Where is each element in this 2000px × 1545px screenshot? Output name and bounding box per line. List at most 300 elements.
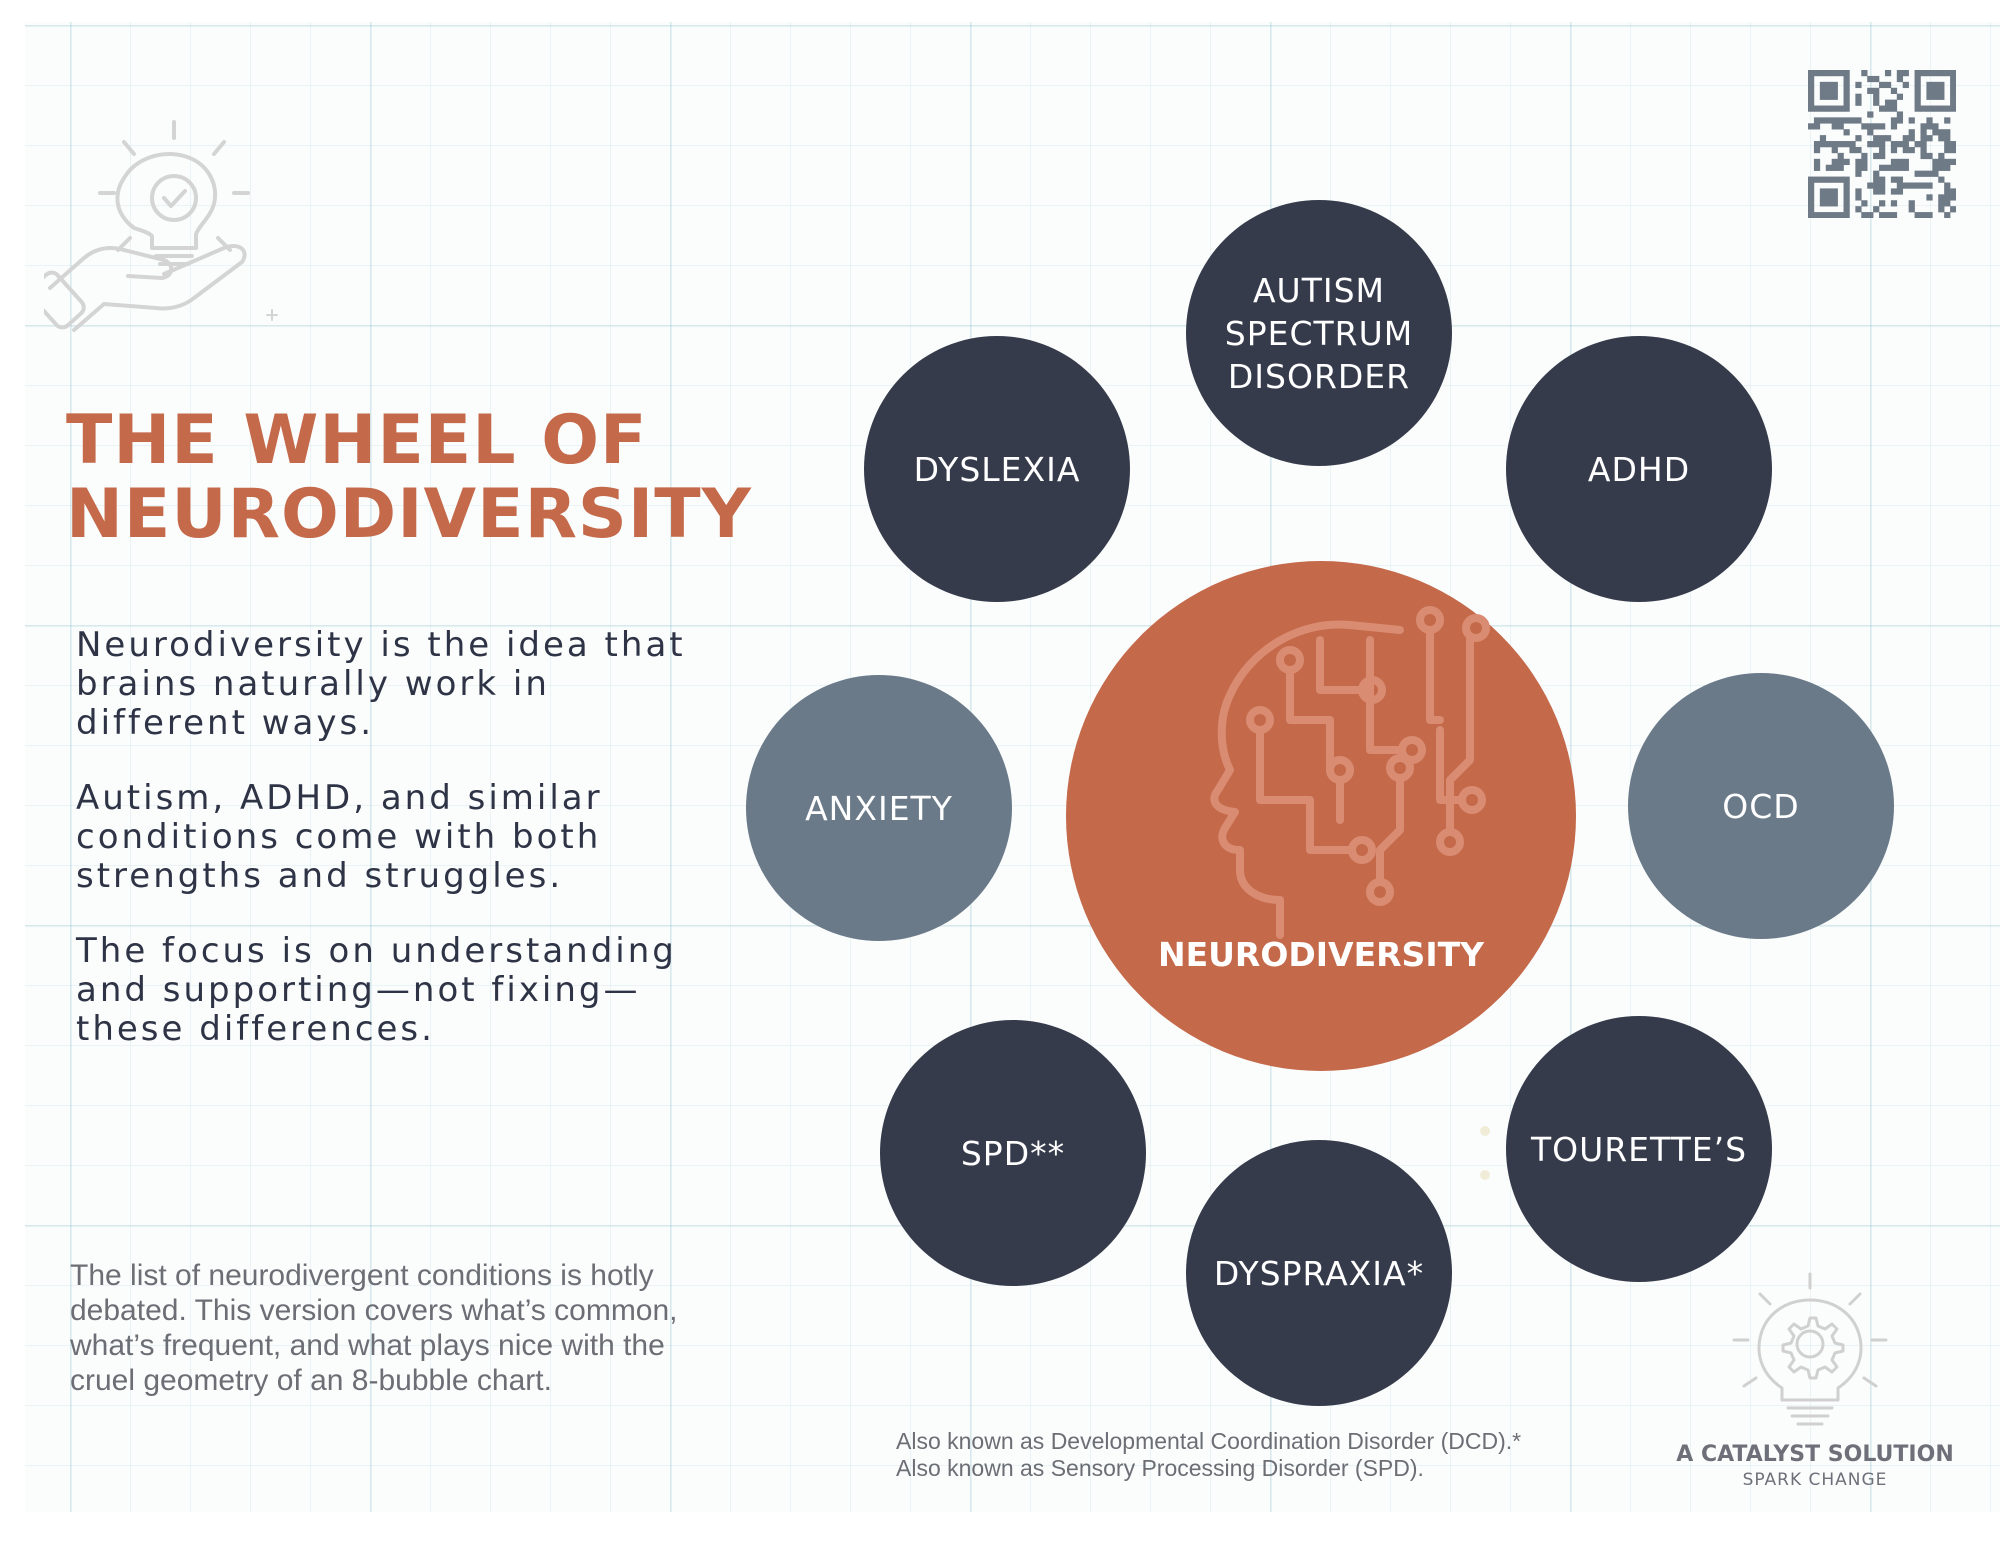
qr-module [1867,111,1873,117]
qr-module [1920,182,1926,188]
footnote: Also known as Developmental Coordination Disorder (DCD).* [896,1428,1522,1454]
qr-module [1950,194,1956,200]
bubble-label: DYSLEXIA [913,449,1081,489]
qr-module [1844,70,1850,76]
qr-module [1855,188,1861,194]
qr-module [1838,177,1844,183]
decorative-dot [1480,1170,1490,1180]
qr-module [1855,171,1861,177]
qr-module [1826,88,1832,94]
qr-module [1938,177,1944,183]
title-line-1: THE WHEEL OF [66,401,648,480]
qr-module [1808,188,1814,194]
qr-module [1867,129,1873,135]
qr-module [1932,123,1938,129]
qr-module [1938,200,1944,206]
qr-module [1826,70,1832,76]
qr-module [1820,200,1826,206]
qr-module [1897,188,1903,194]
qr-module [1873,141,1879,147]
qr-module [1915,182,1921,188]
qr-module [1879,212,1885,218]
qr-module [1885,106,1891,112]
qr-module [1844,188,1850,194]
qr-module [1867,123,1873,129]
qr-module [1844,194,1850,200]
qr-module [1820,88,1826,94]
qr-module [1920,141,1926,147]
qr-module [1926,194,1932,200]
qr-module [1915,76,1921,82]
qr-module [1844,129,1850,135]
qr-module [1844,182,1850,188]
qr-module [1879,200,1885,206]
brain-circuit-icon [1140,600,1510,940]
qr-module [1944,129,1950,135]
qr-module [1879,188,1885,194]
qr-module [1879,165,1885,171]
bubble-dyspraxia [1186,1140,1452,1406]
qr-module [1826,106,1832,112]
qr-module [1944,165,1950,171]
qr-module [1826,94,1832,100]
qr-module [1950,88,1956,94]
qr-module [1808,123,1814,129]
qr-module [1826,194,1832,200]
qr-module [1820,177,1826,183]
qr-module [1932,165,1938,171]
qr-module [1849,117,1855,123]
qr-module [1950,188,1956,194]
qr-module [1885,165,1891,171]
qr-module [1920,171,1926,177]
qr-module [1897,94,1903,100]
qr-module [1873,206,1879,212]
qr-module [1885,100,1891,106]
qr-module [1938,159,1944,165]
qr-module [1808,94,1814,100]
qr-module [1944,147,1950,153]
qr-module [1879,141,1885,147]
qr-module [1903,70,1909,76]
qr-module [1867,141,1873,147]
qr-module [1926,212,1932,218]
qr-module [1879,182,1885,188]
qr-module [1855,82,1861,88]
qr-module [1832,70,1838,76]
qr-module [1903,159,1909,165]
bubble-label: ANXIETY [805,788,953,828]
qr-module [1950,106,1956,112]
qr-module [1867,76,1873,82]
qr-module [1915,212,1921,218]
qr-module [1867,88,1873,94]
qr-module [1932,106,1938,112]
qr-module [1909,147,1915,153]
qr-module [1950,94,1956,100]
bubble-ocd [1628,673,1894,939]
qr-module [1932,94,1938,100]
bubble-tourettes [1506,1016,1772,1282]
qr-module [1808,70,1814,76]
lightbulb-hand-icon [44,78,294,338]
qr-module [1879,82,1885,88]
qr-module [1926,70,1932,76]
qr-module [1891,106,1897,112]
bubble-label: TOURETTE’S [1530,1129,1748,1169]
qr-module [1903,141,1909,147]
qr-module [1879,177,1885,183]
qr-module [1808,177,1814,183]
qr-module [1873,188,1879,194]
qr-module [1826,200,1832,206]
qr-module [1909,206,1915,212]
qr-module [1861,153,1867,159]
qr-module [1944,159,1950,165]
qr-module [1915,100,1921,106]
qr-module [1891,88,1897,94]
qr-module [1844,159,1850,165]
qr-module [1879,106,1885,112]
qr-module [1903,182,1909,188]
qr-module [1920,135,1926,141]
qr-module [1938,153,1944,159]
qr-module [1920,70,1926,76]
qr-module [1826,165,1832,171]
qr-module [1820,117,1826,123]
qr-module [1844,117,1850,123]
qr-module [1932,171,1938,177]
qr-module [1944,188,1950,194]
intro-paragraph: Neurodiversity is the idea that brains naturally work in different ways. [76,625,686,743]
bubble-autism [1186,200,1452,466]
qr-module [1855,117,1861,123]
qr-module [1855,100,1861,106]
qr-module [1891,123,1897,129]
qr-module [1944,117,1950,123]
qr-module [1838,106,1844,112]
qr-module [1909,182,1915,188]
qr-module [1832,177,1838,183]
qr-module [1844,100,1850,106]
qr-module [1844,106,1850,112]
qr-module [1891,147,1897,153]
qr-module [1820,135,1826,141]
qr-module [1950,70,1956,76]
qr-module [1844,94,1850,100]
qr-module [1897,117,1903,123]
qr-module [1844,76,1850,82]
qr-module [1808,194,1814,200]
qr-module [1855,147,1861,153]
qr-module [1932,129,1938,135]
qr-module [1844,212,1850,218]
qr-module [1820,70,1826,76]
qr-module [1855,165,1861,171]
qr-module [1844,141,1850,147]
qr-module [1920,153,1926,159]
qr-module [1891,165,1897,171]
qr-module [1932,82,1938,88]
qr-module [1938,82,1944,88]
qr-module [1897,70,1903,76]
qr-module [1820,188,1826,194]
bubble-label: OCD [1722,786,1800,826]
qr-module [1861,212,1867,218]
footnotes [896,1428,1521,1482]
qr-module [1920,129,1926,135]
qr-module [1879,153,1885,159]
qr-module [1844,206,1850,212]
qr-module [1915,106,1921,112]
qr-module [1808,76,1814,82]
qr-module [1838,153,1844,159]
qr-module [1832,141,1838,147]
bubble-label: SPD** [960,1133,1066,1173]
qr-module [1920,106,1926,112]
qr-module [1873,100,1879,106]
bubble-spd [880,1020,1146,1286]
qr-module [1838,141,1844,147]
qr-module [1897,111,1903,117]
qr-module [1873,76,1879,82]
qr-module [1944,212,1950,218]
qr-module [1820,106,1826,112]
qr-module [1867,182,1873,188]
qr-module [1932,70,1938,76]
bubble-dyslexia [864,336,1130,602]
qr-module [1879,123,1885,129]
qr-module [1891,200,1897,206]
qr-module [1891,188,1897,194]
bubble-anxiety [746,675,1012,941]
qr-module [1891,100,1897,106]
qr-module [1814,177,1820,183]
qr-module [1926,171,1932,177]
gear-lightbulb-icon [1730,1268,1890,1438]
qr-module [1950,141,1956,147]
qr-module [1915,141,1921,147]
qr-module [1903,147,1909,153]
qr-module [1885,70,1891,76]
qr-module [1873,88,1879,94]
qr-module [1838,123,1844,129]
qr-module [1844,200,1850,206]
page-margin-left [0,0,25,1545]
qr-module [1944,141,1950,147]
qr-module [1926,106,1932,112]
qr-module [1832,212,1838,218]
intro-paragraph: The focus is on understanding and supporting—not fixing—these differences. [76,931,677,1049]
qr-module [1832,117,1838,123]
qr-module [1838,165,1844,171]
qr-module [1855,94,1861,100]
qr-module [1885,212,1891,218]
qr-module [1808,206,1814,212]
bubble-label: AUTISM SPECTRUM DISORDER [1224,270,1414,396]
qr-module [1909,129,1915,135]
qr-module [1838,159,1844,165]
qr-module [1926,88,1932,94]
qr-module [1879,147,1885,153]
qr-module [1915,171,1921,177]
qr-module [1915,82,1921,88]
qr-module [1950,76,1956,82]
qr-module [1950,82,1956,88]
qr-module [1879,135,1885,141]
qr-module [1844,88,1850,94]
qr-module [1885,82,1891,88]
qr-module [1909,200,1915,206]
qr-module [1897,177,1903,183]
qr-module [1944,70,1950,76]
qr-module [1897,76,1903,82]
center-label: NEURODIVERSITY [1157,935,1485,974]
qr-module [1814,106,1820,112]
qr-module [1932,159,1938,165]
qr-module [1826,117,1832,123]
qr-module [1861,123,1867,129]
brand-tagline: SPARK CHANGE [1742,1470,1888,1490]
qr-module [1826,141,1832,147]
qr-module [1915,70,1921,76]
qr-module [1926,123,1932,129]
qr-module [1814,212,1820,218]
qr-module [1873,153,1879,159]
qr-module [1938,165,1944,171]
qr-module [1832,165,1838,171]
qr-module [1920,147,1926,153]
brand-name: A CATALYST SOLUTION [1676,1442,1954,1467]
qr-module [1808,182,1814,188]
list-note: The list of neurodivergent conditions is hotly debated. This version covers what’s common, what’s frequent, and what plays nice with the cruel geometry of an 8-bubble chart. [70,1259,678,1397]
qr-module [1861,200,1867,206]
qr-module [1832,147,1838,153]
qr-module [1873,123,1879,129]
qr-module [1903,165,1909,171]
qr-module [1891,212,1897,218]
qr-module [1897,182,1903,188]
qr-module [1873,135,1879,141]
page-margin-bottom [0,1512,2000,1545]
decorative-dot [1480,1126,1490,1136]
qr-module [1909,117,1915,123]
qr-module [1826,82,1832,88]
qr-module [1938,106,1944,112]
qr-module [1808,88,1814,94]
qr-module [1932,88,1938,94]
qr-module [1938,206,1944,212]
qr-module [1820,82,1826,88]
qr-module [1832,123,1838,129]
qr-module [1897,159,1903,165]
qr-module [1873,94,1879,100]
qr-module [1915,88,1921,94]
qr-module [1861,159,1867,165]
qr-module [1820,194,1826,200]
qr-module [1861,70,1867,76]
qr-module [1814,141,1820,147]
bubble-adhd [1506,336,1772,602]
qr-module [1903,82,1909,88]
qr-module [1891,141,1897,147]
qr-module [1832,88,1838,94]
qr-module [1926,135,1932,141]
bubble-label: DYSPRAXIA* [1213,1253,1425,1293]
qr-module [1926,182,1932,188]
qr-module [1820,212,1826,218]
qr-module [1808,200,1814,206]
qr-module [1873,182,1879,188]
qr-module [1814,70,1820,76]
qr-module [1944,194,1950,200]
qr-module [1950,159,1956,165]
qr-module [1832,159,1838,165]
qr-module [1832,194,1838,200]
qr-module [1938,135,1944,141]
qr-module [1926,82,1932,88]
qr-module [1808,82,1814,88]
qr-module [1897,141,1903,147]
qr-module [1855,135,1861,141]
qr-module [1826,188,1832,194]
qr-module [1844,82,1850,88]
qr-module [1826,177,1832,183]
page-title [66,401,752,554]
qr-module [1950,147,1956,153]
qr-module [1926,117,1932,123]
qr-module [1820,94,1826,100]
qr-module [1950,100,1956,106]
bubble-label: ADHD [1587,449,1691,489]
qr-module [1808,106,1814,112]
qr-module [1849,141,1855,147]
qr-module [1838,117,1844,123]
qr-module [1855,159,1861,165]
qr-module [1849,147,1855,153]
qr-module [1808,212,1814,218]
qr-module [1814,123,1820,129]
qr-module [1938,70,1944,76]
qr-module [1814,165,1820,171]
qr-module [1832,200,1838,206]
qr-module [1885,135,1891,141]
qr-module [1873,171,1879,177]
qr-module [1950,206,1956,212]
intro-text [76,626,696,1085]
qr-module [1814,159,1820,165]
qr-module [1820,141,1826,147]
qr-module [1855,194,1861,200]
qr-module [1867,212,1873,218]
intro-paragraph: Autism, ADHD, and similar conditions come with both strengths and struggles. [76,778,603,896]
qr-module [1938,94,1944,100]
qr-module [1808,100,1814,106]
qr-code[interactable] [1808,70,1956,218]
qr-module [1944,182,1950,188]
qr-module [1832,106,1838,112]
qr-module [1920,123,1926,129]
qr-module [1944,106,1950,112]
qr-module [1938,88,1944,94]
footnote: Also known as Sensory Processing Disorder (SPD). [896,1455,1424,1481]
qr-module [1826,212,1832,218]
page-margin-top [0,0,2000,22]
qr-module [1873,177,1879,183]
qr-module [1814,147,1820,153]
qr-module [1903,135,1909,141]
qr-module [1891,117,1897,123]
